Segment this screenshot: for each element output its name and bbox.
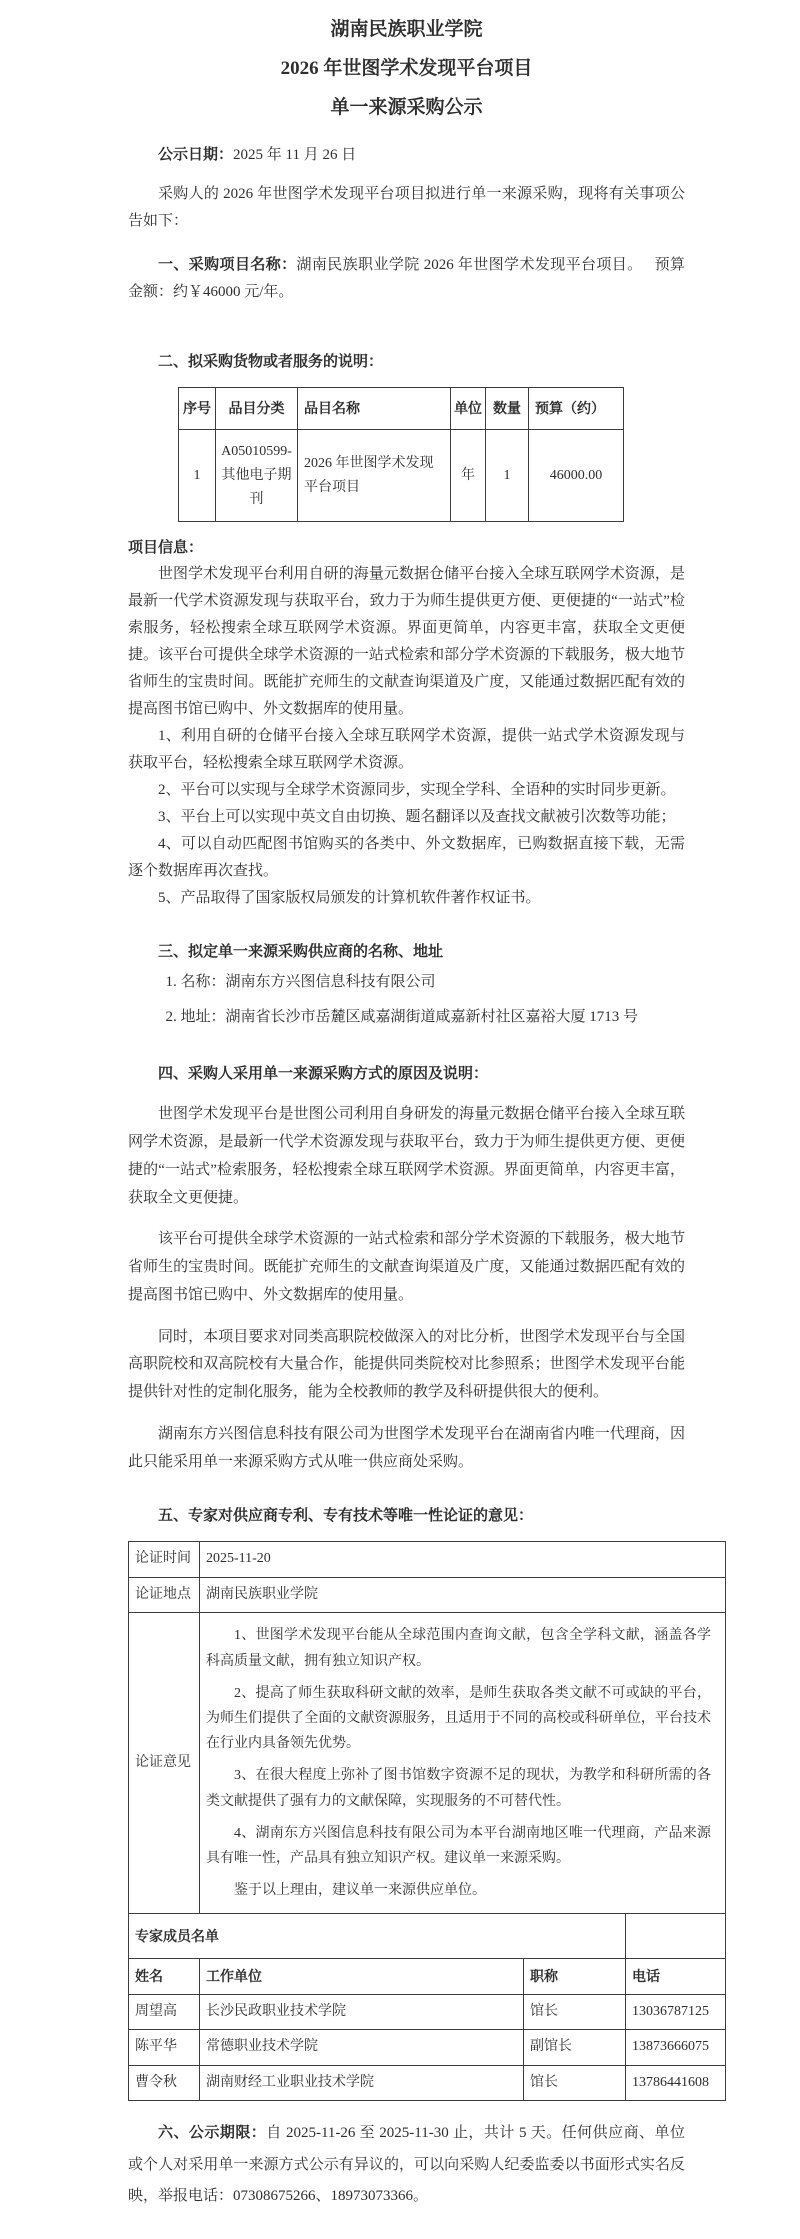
project-info-item-3: 3、平台上可以实现中英文自由切换、题名翻译以及查找文献被引次数等功能； [158,809,676,826]
section-4-heading: 四、采购人采用单一来源采购方式的原因及说明： [158,1065,489,1083]
expert-header-workunit: 工作单位 [200,1959,524,1995]
opinion-paragraph-4: 4、湖南东方兴图信息科技有限公司为本平台湖南地区唯一代理商，产品来源具有唯一性，产品具有独立知识产权。建议单一来源采购。 [206,1825,711,1866]
opening-paragraph: 采购人的 2026 年世图学术发现平台项目拟进行单一来源采购，现将有关事项公告如下： [128,186,685,229]
header-cell-index: 序号 [179,388,216,430]
opinion-paragraph-2: 2、提高了师生获取科研文献的效率，是师生获取各类文献不可或缺的平台，为师生们提供了全面的文献资源服务，且适用于不同的高校或科研单位，平台技术在行业内具备领先优势。 [206,1685,711,1752]
section-3-heading: 三、拟定单一来源采购供应商的名称、地址 [158,943,444,961]
project-info-intro: 世图学术发现平台利用自研的海量元数据仓储平台接入全球互联网学术资源，是最新一代学术资源发现与获取平台，致力于为师生提供更方便、更便捷的“一站式”检索服务，轻松搜索全球互联网学术资源。界面更简单，内容更丰富，获取全文更便捷。该平台可提供全球学术资源的一站式检索和部分学术资源的下载服务，极大地节省师生的宝贵时间。既能扩充师生的文献查询渠道及广度，又能通过数据匹配有效的提高图书馆已购中、外文数据库的使用量。 [128,566,685,718]
section-6-label: 六、公示期限： [158,2124,267,2142]
document-title [128,10,685,127]
document-page [128,10,711,2213]
expert-1-title: 馆长 [524,1994,626,2030]
expert-1-workunit: 长沙民政职业技术学院 [200,1994,524,2030]
section-5-heading: 五、专家对供应商专利、专有技术等唯一性论证的意见： [158,1507,534,1525]
header-cell-budget: 预算（约） [529,388,624,430]
cell-budget: 46000.00 [529,430,624,522]
expert-3-name: 曹令秋 [129,2065,200,2101]
project-info-heading: 项目信息： [128,539,204,557]
project-info-item-5: 5、产品取得了国家版权局颁发的计算机软件著作权证书。 [158,890,541,907]
items-table-header-row [179,388,624,430]
section-4-paragraph-4: 湖南东方兴图信息科技有限公司为世图学术发现平台在湖南省内唯一代理商，因此只能采用单一来源采购方式从唯一供应商处采购。 [128,1425,685,1470]
argument-place-label: 论证地点 [129,1577,200,1613]
expert-2-phone: 13873666075 [626,2030,726,2066]
header-cell-quantity: 数量 [486,388,529,430]
section-6-paragraph [128,2117,685,2213]
supplier-name-line: 1. 名称：湖南东方兴图信息科技有限公司 [165,974,436,991]
cell-quantity: 1 [486,430,529,522]
argument-time-row [129,1542,726,1578]
cell-unit: 年 [451,430,486,522]
argument-time-value: 2025-11-20 [200,1542,726,1578]
project-info-item-4: 4、可以自动匹配图书馆购买的各类中、外文数据库，已购数据直接下载，无需逐个数据库再次查找。 [128,836,685,880]
argument-place-row [129,1577,726,1613]
expert-2-title: 副馆长 [524,2030,626,2066]
experts-title: 专家成员名单 [129,1914,626,1959]
expert-1-phone: 13036787125 [626,1994,726,2030]
project-info-item-2: 2、平台可以实现与全球学术资源同步，实现全学科、全语种的实时同步更新。 [158,782,676,799]
expert-header-title: 职称 [524,1959,626,1995]
argument-opinion-content [200,1613,726,1914]
argument-opinion-row [129,1613,726,1914]
expert-opinion-table [128,1541,726,2101]
experts-header-row [129,1959,726,1995]
section-1-label: 一、采购项目名称： [158,256,297,273]
notice-date-label: 公示日期： [158,146,234,163]
argument-time-label: 论证时间 [129,1542,200,1578]
expert-3-workunit: 湖南财经工业职业技术学院 [200,2065,524,2101]
notice-date-value: 2025 年 11 月 26 日 [233,147,357,163]
expert-3-phone: 13786441608 [626,2065,726,2101]
header-cell-category: 品目分类 [216,388,298,430]
cell-index: 1 [179,430,216,522]
section-4-paragraph-2: 该平台可提供全球学术资源的一站式检索和部分学术资源的下载服务，极大地节省师生的宝贵时间。既能扩充师生的文献查询渠道及广度，又能通过数据匹配有效的提高图书馆已购中、外文数据库的使用量。 [128,1231,685,1303]
section-4-paragraph-3: 同时，本项目要求对同类高职院校做深入的对比分析，世图学术发现平台与全国高职院校和双高院校有大量合作，能提供同类院校对比参照系；世图学术发现平台能提供针对性的定制化服务，能为全校教师的教学及科研提供很大的便利。 [128,1328,685,1401]
expert-header-phone: 电话 [626,1959,726,1995]
header-cell-unit: 单位 [451,388,486,430]
section-4-paragraph-1: 世图学术发现平台是世图公司利用自身研发的海量元数据仓储平台接入全球互联网学术资源，是最新一代学术资源发现与获取平台，致力于为师生提供更方便、更便捷的“一站式”检索服务，轻松搜索全球互联网学术资源。界面更简单，内容更丰富，获取全文更便捷。 [128,1106,685,1206]
section-6-text: 自 2025-11-26 至 2025-11-30 止，共计 5 天。任何供应商、单位或个人对采用单一来源方式公示有异议的，可以向采购人纪委监委以书面形式实名反映，举报电话：07308675266、18973073366。 [128,2125,685,2205]
expert-2-name: 陈平华 [129,2030,200,2066]
experts-title-empty-cell [626,1914,726,1959]
expert-1-name: 周望高 [129,1994,200,2030]
opinion-paragraph-1: 1、世图学术发现平台能从全球范围内查询文献，包含全学科文献，涵盖各学科高质量文献，拥有独立知识产权。 [206,1628,711,1669]
title-line-3: 单一来源采购公示 [330,97,483,118]
opinion-conclusion: 鉴于以上理由，建议单一来源供应单位。 [234,1883,486,1899]
section-2-heading: 二、拟采购货物或者服务的说明： [158,353,384,370]
argument-place-value: 湖南民族职业学院 [200,1577,726,1613]
expert-header-name: 姓名 [129,1959,200,1995]
cell-item-name: 2026 年世图学术发现平台项目 [298,430,451,522]
expert-row-3 [129,2065,726,2101]
section-1-paragraph [128,251,685,306]
procurement-items-table [178,387,624,522]
items-table-data-row [179,430,624,522]
supplier-address-line: 2. 地址：湖南省长沙市岳麓区咸嘉湖街道咸嘉新村社区嘉裕大厦 1713 号 [165,1008,639,1025]
section-1-text: 湖南民族职业学院 2026 年世图学术发现平台项目。 预算金额：约￥46000 元/年。 [128,257,685,300]
argument-opinion-label: 论证意见 [129,1613,200,1914]
notice-date-line [128,141,685,169]
header-cell-item-name: 品目名称 [298,388,451,430]
cell-category: A05010599-其他电子期刊 [216,430,298,522]
title-line-2: 2026 年世图学术发现平台项目 [280,58,533,79]
title-line-1: 湖南民族职业学院 [330,19,483,40]
expert-row-2 [129,2030,726,2066]
expert-2-workunit: 常德职业技术学院 [200,2030,524,2066]
project-info-item-1: 1、利用自研的仓储平台接入全球互联网学术资源，提供一站式学术资源发现与获取平台，轻松搜索全球互联网学术资源。 [128,728,685,772]
expert-row-1 [129,1994,726,2030]
expert-3-title: 馆长 [524,2065,626,2101]
opinion-paragraph-3: 3、在很大程度上弥补了图书馆数字资源不足的现状，为教学和科研所需的各类文献提供了强有力的文献保障，实现服务的不可替代性。 [206,1768,711,1809]
experts-title-row [129,1914,726,1959]
